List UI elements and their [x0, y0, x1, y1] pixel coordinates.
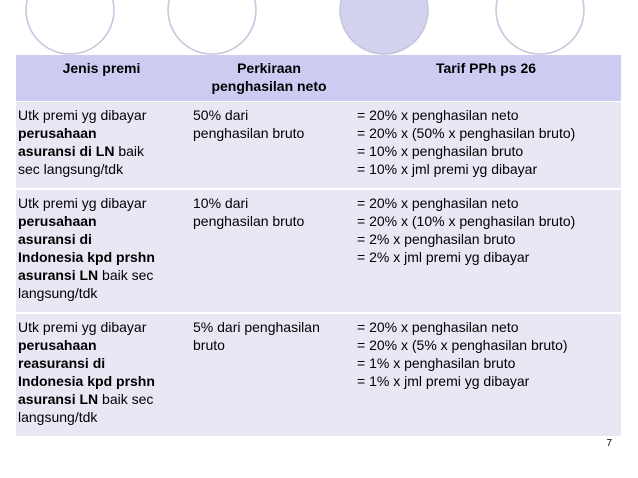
- cell-line: [18, 160, 181, 178]
- bold-text-segment: perusahaan: [18, 213, 97, 229]
- text-segment: Utk premi yg dibayar: [18, 195, 147, 211]
- cell-line: = 20% x (10% x penghasilan bruto): [357, 213, 576, 229]
- cell-jenis-premi: [16, 102, 187, 190]
- cell-line: = 10% x jml premi yg dibayar: [357, 161, 538, 177]
- cell-tarif: [351, 189, 621, 313]
- table-row: [16, 189, 621, 313]
- cell-perkiraan: [187, 189, 351, 313]
- table-row: [16, 313, 621, 436]
- bold-text-segment: perusahaan: [18, 125, 97, 141]
- cell-perkiraan: [187, 102, 351, 190]
- cell-line: 50% dari: [193, 107, 249, 123]
- cell-line: [18, 408, 181, 426]
- table-row: [16, 102, 621, 190]
- cell-line: [18, 354, 181, 372]
- cell-line: = 20% x penghasilan neto: [357, 319, 519, 335]
- cell-line: [18, 142, 181, 160]
- cell-line: = 1% x penghasilan bruto: [357, 355, 516, 371]
- header-line: Tarif PPh ps 26: [435, 60, 537, 76]
- header-line: penghasilan neto: [211, 78, 327, 94]
- cell-line: = 2% x penghasilan bruto: [357, 231, 516, 247]
- cell-jenis-premi: [16, 189, 187, 313]
- text-segment: baik: [114, 143, 145, 159]
- bold-text-segment: Indonesia kpd prshn: [18, 249, 155, 265]
- bold-text-segment: Indonesia kpd prshn: [18, 373, 155, 389]
- cell-line: [18, 266, 181, 284]
- bold-text-segment: asuransi LN: [18, 267, 99, 283]
- text-segment: Utk premi yg dibayar: [18, 319, 147, 335]
- cell-line: = 20% x penghasilan neto: [357, 195, 519, 211]
- cell-line: [18, 212, 181, 230]
- header-tarif: [351, 55, 621, 102]
- cell-line: bruto: [193, 337, 225, 353]
- decor-circle-1: [26, 0, 114, 54]
- table-header-row: [16, 55, 621, 102]
- bold-text-segment: asuransi di: [18, 231, 92, 247]
- cell-tarif: [351, 313, 621, 436]
- bold-text-segment: perusahaan: [18, 337, 97, 353]
- cell-line: = 20% x penghasilan neto: [357, 107, 519, 123]
- cell-line: = 2% x jml premi yg dibayar: [357, 249, 530, 265]
- cell-tarif: [351, 102, 621, 190]
- text-segment: langsung/tdk: [18, 409, 98, 425]
- text-segment: sec langsung/tdk: [18, 161, 124, 177]
- header-line: Jenis premi: [62, 60, 141, 76]
- decor-circle-3: [340, 0, 428, 54]
- cell-line: = 1% x jml premi yg dibayar: [357, 373, 530, 389]
- cell-line: [18, 230, 181, 248]
- cell-line: [18, 124, 181, 142]
- cell-perkiraan: [187, 313, 351, 436]
- tax-rate-table: [16, 55, 621, 436]
- text-segment: baik sec: [98, 391, 154, 407]
- text-segment: langsung/tdk: [18, 285, 98, 301]
- cell-line: [18, 318, 181, 336]
- bold-text-segment: asuransi LN: [18, 391, 99, 407]
- cell-line: [18, 106, 181, 124]
- header-line: Perkiraan: [237, 60, 301, 76]
- cell-line: 5% dari penghasilan: [193, 319, 320, 335]
- cell-line: = 20% x (5% x penghasilan bruto): [357, 337, 568, 353]
- cell-jenis-premi: [16, 313, 187, 436]
- slide-page-number: 7: [606, 438, 612, 449]
- text-segment: baik sec: [98, 267, 154, 283]
- cell-line: [18, 372, 181, 390]
- cell-line: = 10% x penghasilan bruto: [357, 143, 524, 159]
- bold-text-segment: asuransi di LN: [18, 143, 115, 159]
- cell-line: 10% dari: [193, 195, 249, 211]
- cell-line: [18, 390, 181, 408]
- bold-text-segment: reasuransi di: [18, 355, 106, 371]
- cell-line: [18, 248, 181, 266]
- cell-line: [18, 336, 181, 354]
- decorative-circles: [0, 0, 638, 60]
- decor-circle-4: [496, 0, 584, 54]
- text-segment: Utk premi yg dibayar: [18, 107, 147, 123]
- cell-line: = 20% x (50% x penghasilan bruto): [357, 125, 576, 141]
- header-perkiraan: [187, 55, 351, 102]
- header-jenis-premi: [16, 55, 187, 102]
- cell-line: [18, 284, 181, 302]
- cell-line: penghasilan bruto: [193, 213, 305, 229]
- cell-line: [18, 194, 181, 212]
- cell-line: penghasilan bruto: [193, 125, 305, 141]
- decor-circle-2: [168, 0, 256, 54]
